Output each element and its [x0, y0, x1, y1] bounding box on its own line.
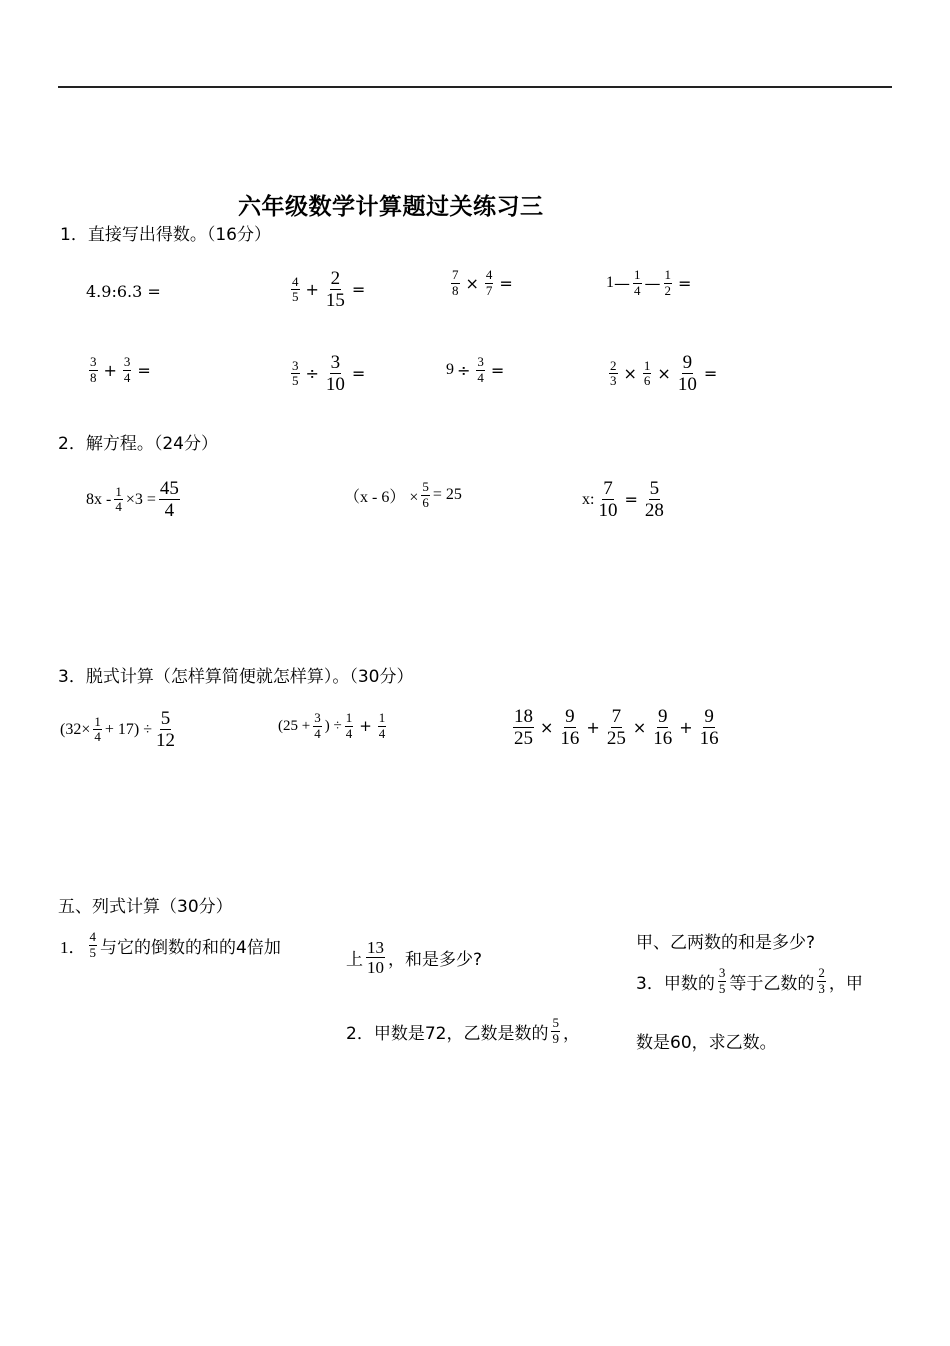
- fraction: $\frac{3}{4}$: [477, 354, 484, 385]
- fraction: $\frac{1}{4}$: [634, 267, 641, 298]
- fraction: $\frac{3}{4}$: [123, 354, 131, 385]
- fraction: $\frac{9}{16}$: [699, 706, 719, 750]
- q1-f: $\frac{3}{5}$ ÷ $\frac{3}{10}$ =: [292, 352, 366, 396]
- fraction: $\frac{1}{4}$: [345, 710, 353, 741]
- word-problem-3-continued: 数是60，求乙数。: [636, 1033, 777, 1053]
- fraction: $\frac{2}{15}$: [325, 268, 345, 312]
- fraction: $\frac{4}{5}$: [89, 929, 96, 960]
- section-3-heading: 3．脱式计算（怎样算简便就怎样算）。（30分）: [58, 667, 414, 687]
- section-5-heading: 五、列式计算（30分）: [58, 897, 233, 917]
- calc-1: (32× $\frac{1}{4}$ + 17) ÷ $\frac{5}{12}$: [60, 708, 175, 752]
- fraction: $\frac{5}{6}$: [422, 479, 429, 510]
- section-2-heading: 2．解方程。（24分）: [58, 434, 218, 454]
- fraction: $\frac{18}{25}$: [514, 706, 533, 750]
- fraction: $\frac{4}{5}$: [292, 273, 299, 305]
- page-title: 六年级数学计算题过关练习三: [238, 194, 544, 220]
- fraction: $\frac{5}{9}$: [552, 1015, 559, 1046]
- word-problem-2-continued: 甲、乙两数的和是多少?: [636, 933, 816, 953]
- fraction: $\frac{3}{8}$: [90, 354, 97, 385]
- fraction: $\frac{1}{6}$: [643, 357, 651, 389]
- fraction: $\frac{7}{10}$: [598, 478, 618, 522]
- q1-h: $\frac{2}{3}$ × $\frac{1}{6}$ × $\frac{9}{10}$ =: [610, 352, 718, 396]
- fraction: $\frac{7}{25}$: [606, 706, 626, 750]
- q1-a-text: 4.9:6.3 =: [86, 282, 161, 301]
- fraction: $\frac{4}{7}$: [485, 267, 493, 298]
- word-problem-3: 3．甲数的 $\frac{3}{5}$ 等于乙数的 $\frac{2}{3}$ ，甲: [636, 965, 863, 996]
- calc-2: (25 + $\frac{3}{4}$ ) ÷ $\frac{1}{4}$ + $\frac{1}{4}$: [278, 710, 386, 741]
- top-rule: [58, 86, 892, 88]
- q1-d: 1 — $\frac{1}{4}$ — $\frac{1}{2}$ =: [606, 267, 692, 298]
- q1-b: $\frac{4}{5}$ + $\frac{2}{15}$ =: [292, 268, 366, 312]
- calc-3: $\frac{18}{25}$ × $\frac{9}{16}$ + $\frac{7}{25}$ × $\frac{9}{16}$ + $\frac{9}{16}$: [514, 706, 719, 750]
- eq-3: x: $\frac{7}{10}$ = $\frac{5}{28}$: [582, 478, 664, 522]
- fraction: $\frac{9}{16}$: [560, 706, 580, 750]
- fraction: $\frac{45}{4}$: [159, 478, 179, 522]
- q1-a: [86, 282, 161, 301]
- fraction: $\frac{1}{4}$: [115, 483, 122, 515]
- fraction: $\frac{9}{16}$: [653, 706, 673, 750]
- fraction: $\frac{7}{8}$: [452, 267, 459, 298]
- fraction: $\frac{9}{10}$: [677, 352, 697, 396]
- eq-1: 8x - $\frac{1}{4}$ ×3 = $\frac{45}{4}$: [86, 478, 179, 522]
- fraction: $\frac{1}{4}$: [378, 710, 386, 741]
- fraction: $\frac{2}{3}$: [610, 357, 617, 389]
- fraction: $\frac{5}{12}$: [156, 708, 175, 752]
- q1-g: 9 ÷ $\frac{3}{4}$ =: [446, 354, 505, 385]
- fraction: $\frac{3}{10}$: [325, 352, 345, 396]
- fraction: $\frac{5}{28}$: [644, 478, 664, 522]
- fraction: $\frac{13}{10}$: [367, 938, 384, 978]
- word-problem-1: 1． $\frac{4}{5}$ 与它的倒数的和的4倍加: [60, 929, 281, 960]
- eq-2: （x - 6） × $\frac{5}{6}$ = 25: [344, 479, 462, 510]
- fraction: $\frac{3}{5}$: [718, 965, 726, 996]
- q1-e: $\frac{3}{8}$ + $\frac{3}{4}$ =: [90, 354, 151, 385]
- fraction: $\frac{2}{3}$: [818, 965, 825, 996]
- fraction: $\frac{3}{5}$: [292, 357, 299, 389]
- q1-c: $\frac{7}{8}$ × $\frac{4}{7}$ =: [452, 267, 513, 298]
- fraction: $\frac{1}{2}$: [664, 267, 671, 298]
- word-problem-1-continued: 上 $\frac{13}{10}$ ，和是多少?: [346, 938, 483, 978]
- fraction: $\frac{1}{4}$: [94, 713, 101, 745]
- fraction: $\frac{3}{4}$: [314, 710, 321, 741]
- word-problem-2: 2．甲数是72，乙数是数的 $\frac{5}{9}$ ，: [346, 1015, 580, 1046]
- section-1-heading: 1．直接写出得数。（16分）: [60, 225, 271, 245]
